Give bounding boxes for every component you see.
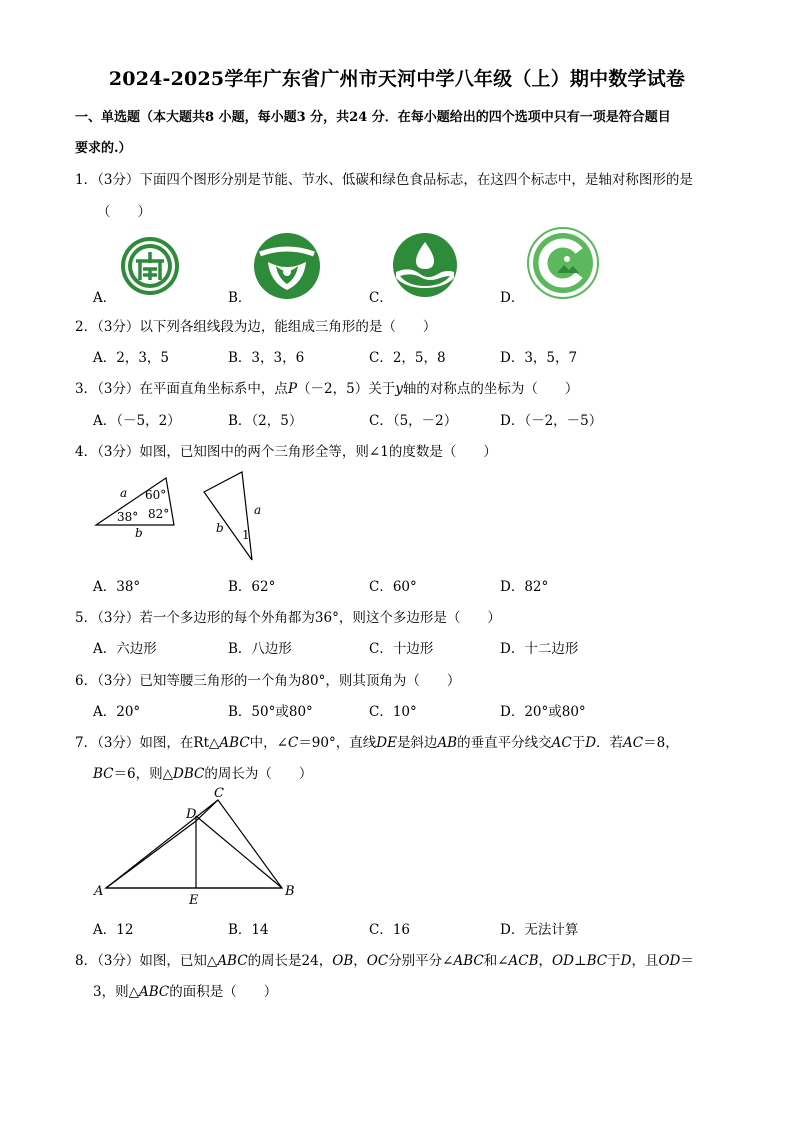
- q8-text: ⊥: [573, 953, 587, 969]
- q8-stem-line1: [75, 949, 694, 969]
- q8-var: OB: [332, 953, 354, 969]
- q1-option-a: A．: [93, 290, 117, 306]
- q7-text: ＝90°，直线: [298, 735, 377, 751]
- q2-stem: 2．（3分）以下列各组线段为边，能组成三角形的是（ ）: [75, 319, 437, 335]
- q7-var: DE: [376, 735, 397, 751]
- q8-text: ＝: [680, 953, 694, 969]
- q7-var: AC: [551, 735, 572, 751]
- q3-option-d: D．（－2，－5）: [500, 413, 603, 429]
- q7-figure: [88, 786, 308, 910]
- section-heading-line2: 要求的.）: [75, 141, 132, 156]
- q5-option-a: A．六边形: [93, 641, 157, 657]
- q5-stem: 5．（3分）若一个多边形的每个外角都为36°，则这个多边形是（ ）: [75, 610, 501, 626]
- q6-option-a: A．20°: [93, 704, 141, 720]
- q8-var: OD: [552, 953, 574, 969]
- q7-text: ．若: [596, 735, 624, 751]
- q6-option-c: C．10°: [369, 704, 417, 720]
- q4-right-triangle: [204, 472, 252, 560]
- q7-var: AC: [623, 735, 644, 751]
- q7-option-c: C．16: [369, 922, 411, 938]
- green-food-logo-icon: [252, 232, 322, 300]
- q8-text: ，: [353, 953, 367, 969]
- q7-text: 的周长为（ ）: [204, 766, 313, 782]
- q7-label-c: C: [214, 786, 224, 801]
- q4-option-c: C．60°: [369, 579, 417, 595]
- q1-stem-line2: （ ）: [97, 204, 151, 220]
- q7-option-d: D．无法计算: [500, 922, 579, 938]
- q2-option-b: B．3，3，6: [228, 350, 305, 366]
- q7-label-d: D: [186, 807, 197, 822]
- q1-option-d: D．: [500, 290, 525, 306]
- q6-option-d: D．20°或80°: [500, 704, 586, 720]
- q4-left-angle-right: 82°: [148, 507, 170, 521]
- low-carbon-logo-icon: [527, 227, 599, 299]
- q8-text: 分别平分∠: [388, 953, 454, 969]
- q4-right-angle-1: 1: [242, 528, 250, 542]
- q7-var: C: [287, 735, 299, 751]
- water-saving-logo-icon: [392, 232, 458, 298]
- q7-stem-line2: [93, 762, 312, 782]
- q4-option-d: D．82°: [500, 579, 549, 595]
- q7-text: 中，∠: [249, 735, 288, 751]
- q4-left-angle-top: 60°: [145, 488, 167, 502]
- q1-option-c: C．: [369, 290, 393, 306]
- q3-stem-part: （－2，5）关于: [297, 381, 396, 397]
- q8-text: 的周长是24，: [247, 953, 333, 969]
- q3-stem-part: 轴的对称点的坐标为（ ）: [402, 381, 579, 397]
- q7-label-b: B: [285, 884, 295, 899]
- q7-label-a: A: [94, 884, 104, 899]
- q8-text: 于: [607, 953, 621, 969]
- q4-left-label-b: b: [135, 526, 143, 540]
- q1-stem-line1: 1．（3分）下面四个图形分别是节能、节水、低碳和绿色食品标志，在这四个标志中，是轴对称图形的是: [75, 172, 693, 188]
- q8-text: 的面积是（ ）: [169, 984, 278, 1000]
- q3-option-c: C．（5，－2）: [369, 413, 458, 429]
- q8-text: ，: [538, 953, 553, 969]
- q7-var: BC: [93, 766, 114, 782]
- q4-left-angle-left: 38°: [117, 510, 139, 524]
- q7-var: AB: [437, 735, 458, 751]
- q5-option-c: C．十边形: [369, 641, 434, 657]
- q7-text: 于: [571, 735, 586, 751]
- q3-option-a: A．（－5，2）: [93, 413, 181, 429]
- q4-right-label-a: a: [254, 503, 262, 517]
- q8-var: OD: [658, 953, 681, 969]
- q8-var: ABC: [138, 984, 170, 1000]
- q7-text: ＝8，: [643, 735, 679, 751]
- q7-var: D: [585, 735, 597, 751]
- q7-text: 是斜边: [396, 735, 438, 751]
- q6-stem: 6．（3分）已知等腰三角形的一个角为80°，则其顶角为（ ）: [75, 673, 461, 689]
- q4-right-label-b: b: [216, 521, 224, 535]
- q7-text: 7．（3分）如图，在Rt△: [75, 735, 220, 751]
- q3-option-b: B．（2，5）: [228, 413, 303, 429]
- q7-text: ＝6，则△: [113, 766, 173, 782]
- energy-saving-logo-icon: [119, 235, 181, 297]
- q4-left-label-a: a: [120, 486, 128, 500]
- q5-option-b: B．八边形: [228, 641, 292, 657]
- q4-option-b: B．62°: [228, 579, 276, 595]
- q3-point-p: P: [287, 381, 298, 397]
- q4-figure: [90, 470, 270, 570]
- q3-stem-part: 3．（3分）在平面直角坐标系中，点: [75, 381, 288, 397]
- page-title: 2024-2025学年广东省广州市天河中学八年级（上）期中数学试卷: [108, 68, 686, 90]
- q4-option-a: A．38°: [93, 579, 141, 595]
- q3-axis-y: y: [395, 381, 403, 397]
- q7-var: ABC: [219, 735, 250, 751]
- q8-var: ACB: [508, 953, 539, 969]
- q8-text: 3，则△: [93, 984, 139, 1000]
- q2-option-d: D．3，5，7: [500, 350, 578, 366]
- section-heading-line1: 一、单选题（本大题共8 小题，每小题3 分，共24 分．在每小题给出的四个选项中只有一项是符合题目: [75, 110, 671, 125]
- q7-var: DBC: [173, 766, 205, 782]
- q7-label-e: E: [189, 893, 199, 908]
- q6-option-b: B．50°或80°: [228, 704, 313, 720]
- q8-var: ABC: [217, 953, 248, 969]
- q8-text: 和∠: [483, 953, 509, 969]
- q7-text: 的垂直平分线交: [457, 735, 552, 751]
- q2-option-a: A．2，3，5: [93, 350, 170, 366]
- q8-var: ABC: [453, 953, 484, 969]
- q3-stem: [75, 377, 578, 397]
- q4-stem: 4．（3分）如图，已知图中的两个三角形全等，则∠1的度数是（ ）: [75, 444, 497, 460]
- q8-var: BC: [586, 953, 608, 969]
- q2-option-c: C．2，5，8: [369, 350, 446, 366]
- q8-var: D: [620, 953, 632, 969]
- q7-stem-line1: [75, 731, 679, 751]
- q7-option-a: A．12: [93, 922, 134, 938]
- q1-option-b: B．: [228, 290, 252, 306]
- q7-line-db: [196, 816, 282, 888]
- q8-text: 8．（3分）如图，已知△: [75, 953, 218, 969]
- q5-option-d: D．十二边形: [500, 641, 579, 657]
- q8-stem-line2: [93, 980, 277, 1000]
- q8-var: OC: [366, 953, 389, 969]
- q8-text: ，且: [631, 953, 659, 969]
- q7-option-b: B．14: [228, 922, 269, 938]
